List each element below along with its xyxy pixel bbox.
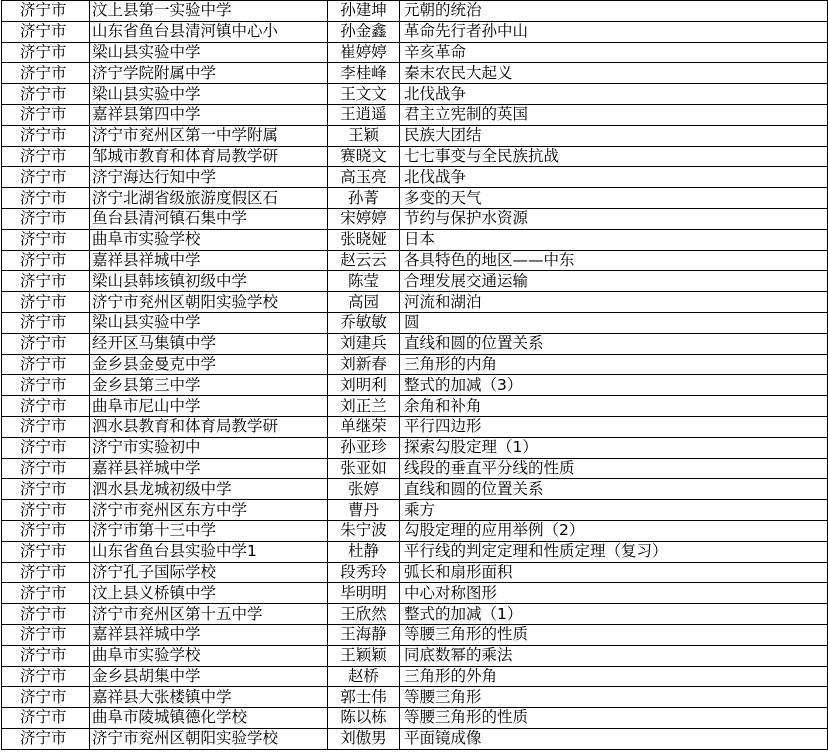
teacher-cell[interactable]: 王欣然 [328, 604, 400, 625]
table-row [2, 208, 828, 229]
school-cell[interactable]: 嘉祥县第四中学 [90, 104, 328, 125]
topic-cell[interactable]: 等腰三角形的性质 [400, 624, 828, 645]
teacher-cell[interactable]: 朱宁波 [328, 520, 400, 541]
table-row [2, 333, 828, 354]
teacher-cell[interactable]: 杜静 [328, 541, 400, 562]
school-cell[interactable]: 汶上县第一实验中学 [90, 1, 328, 22]
topic-cell[interactable]: 平行四边形 [400, 416, 828, 437]
teacher-cell[interactable]: 高玉亮 [328, 167, 400, 188]
city-cell[interactable]: 济宁市 [2, 188, 90, 209]
teacher-cell[interactable]: 赵云云 [328, 250, 400, 271]
table-row [2, 604, 828, 625]
teacher-cell[interactable]: 崔婷婷 [328, 42, 400, 63]
topic-cell[interactable]: 秦末农民大起义 [400, 63, 828, 84]
table-row [2, 21, 828, 42]
topic-cell[interactable]: 直线和圆的位置关系 [400, 333, 828, 354]
teacher-cell[interactable]: 王文文 [328, 84, 400, 105]
school-cell[interactable]: 梁山县韩垓镇初级中学 [90, 271, 328, 292]
table-row [2, 562, 828, 583]
table-row [2, 229, 828, 250]
teacher-cell[interactable]: 王颖颖 [328, 645, 400, 666]
school-cell[interactable]: 曲阜市实验学校 [90, 645, 328, 666]
topic-cell[interactable]: 河流和湖泊 [400, 292, 828, 313]
topic-cell[interactable]: 辛亥革命 [400, 42, 828, 63]
topic-cell[interactable]: 君主立宪制的英国 [400, 104, 828, 125]
city-cell[interactable]: 济宁市 [2, 645, 90, 666]
topic-cell[interactable]: 三角形的内角 [400, 354, 828, 375]
school-cell[interactable]: 梁山县实验中学 [90, 42, 328, 63]
school-cell[interactable]: 邹城市教育和体育局教学研 [90, 146, 328, 167]
school-cell[interactable]: 济宁市兖州区朝阳实验学校 [90, 292, 328, 313]
table-row [2, 188, 828, 209]
teacher-cell[interactable]: 毕明明 [328, 583, 400, 604]
school-cell[interactable]: 曲阜市尼山中学 [90, 396, 328, 417]
school-cell[interactable]: 曲阜市陵城镇德化学校 [90, 708, 328, 729]
table-row [2, 375, 828, 396]
topic-cell[interactable]: 各具特色的地区——中东 [400, 250, 828, 271]
school-cell[interactable]: 济宁市第十三中学 [90, 520, 328, 541]
teacher-cell[interactable]: 张晓娅 [328, 229, 400, 250]
teacher-cell[interactable]: 赛晓文 [328, 146, 400, 167]
city-cell[interactable]: 济宁市 [2, 437, 90, 458]
teacher-cell[interactable]: 孙亚珍 [328, 437, 400, 458]
school-cell[interactable]: 嘉祥县祥城中学 [90, 250, 328, 271]
teacher-cell[interactable]: 高园 [328, 292, 400, 313]
table-row [2, 271, 828, 292]
roster-table [1, 0, 828, 750]
topic-cell[interactable]: 探索勾股定理（1） [400, 437, 828, 458]
city-cell[interactable]: 济宁市 [2, 333, 90, 354]
city-cell[interactable]: 济宁市 [2, 708, 90, 729]
school-cell[interactable]: 金乡县胡集中学 [90, 666, 328, 687]
table-row [2, 1, 828, 22]
topic-cell[interactable]: 同底数幂的乘法 [400, 645, 828, 666]
city-cell[interactable]: 济宁市 [2, 520, 90, 541]
table-row [2, 125, 828, 146]
city-cell[interactable]: 济宁市 [2, 292, 90, 313]
topic-cell[interactable]: 北伐战争 [400, 84, 828, 105]
teacher-cell[interactable]: 乔敏敏 [328, 312, 400, 333]
city-cell[interactable]: 济宁市 [2, 479, 90, 500]
table-row [2, 250, 828, 271]
table-body [2, 1, 828, 750]
table-row [2, 520, 828, 541]
topic-cell[interactable]: 平面镜成像 [400, 728, 828, 749]
topic-cell[interactable]: 七七事变与全民族抗战 [400, 146, 828, 167]
topic-cell[interactable]: 多变的天气 [400, 188, 828, 209]
teacher-cell[interactable]: 王海静 [328, 624, 400, 645]
teacher-cell[interactable]: 单继荣 [328, 416, 400, 437]
teacher-cell[interactable]: 郭士伟 [328, 687, 400, 708]
topic-cell[interactable]: 圆 [400, 312, 828, 333]
city-cell[interactable]: 济宁市 [2, 458, 90, 479]
topic-cell[interactable]: 中心对称图形 [400, 583, 828, 604]
topic-cell[interactable]: 线段的垂直平分线的性质 [400, 458, 828, 479]
teacher-cell[interactable]: 张亚如 [328, 458, 400, 479]
school-cell[interactable]: 汶上县义桥镇中学 [90, 583, 328, 604]
topic-cell[interactable]: 等腰三角形 [400, 687, 828, 708]
topic-cell[interactable]: 直线和圆的位置关系 [400, 479, 828, 500]
table-row [2, 396, 828, 417]
city-cell[interactable]: 济宁市 [2, 312, 90, 333]
school-cell[interactable]: 济宁孔子国际学校 [90, 562, 328, 583]
city-cell[interactable]: 济宁市 [2, 250, 90, 271]
topic-cell[interactable]: 革命先行者孙中山 [400, 21, 828, 42]
city-cell[interactable]: 济宁市 [2, 167, 90, 188]
city-cell[interactable]: 济宁市 [2, 354, 90, 375]
teacher-cell[interactable]: 陈以栋 [328, 708, 400, 729]
table-row [2, 583, 828, 604]
topic-cell[interactable]: 余角和补角 [400, 396, 828, 417]
teacher-cell[interactable]: 李桂峰 [328, 63, 400, 84]
teacher-cell[interactable]: 宋婷婷 [328, 208, 400, 229]
topic-cell[interactable]: 民族大团结 [400, 125, 828, 146]
school-cell[interactable]: 经开区马集镇中学 [90, 333, 328, 354]
city-cell[interactable]: 济宁市 [2, 562, 90, 583]
city-cell[interactable]: 济宁市 [2, 396, 90, 417]
school-cell[interactable]: 梁山县实验中学 [90, 312, 328, 333]
school-cell[interactable]: 山东省鱼台县实验中学1 [90, 541, 328, 562]
table-row [2, 354, 828, 375]
city-cell[interactable]: 济宁市 [2, 583, 90, 604]
city-cell[interactable]: 济宁市 [2, 687, 90, 708]
table-row [2, 500, 828, 521]
table-row [2, 84, 828, 105]
table-row [2, 63, 828, 84]
city-cell[interactable]: 济宁市 [2, 624, 90, 645]
topic-cell[interactable]: 勾股定理的应用举例（2） [400, 520, 828, 541]
city-cell[interactable]: 济宁市 [2, 1, 90, 22]
topic-cell[interactable]: 平行线的判定定理和性质定理（复习） [400, 541, 828, 562]
school-cell[interactable]: 金乡县金曼克中学 [90, 354, 328, 375]
city-cell[interactable]: 济宁市 [2, 541, 90, 562]
teacher-cell[interactable]: 刘傲男 [328, 728, 400, 749]
school-cell[interactable]: 济宁市兖州区第十五中学 [90, 604, 328, 625]
school-cell[interactable]: 济宁市实验初中 [90, 437, 328, 458]
teacher-cell[interactable]: 王逍遥 [328, 104, 400, 125]
table-row [2, 666, 828, 687]
topic-cell[interactable]: 日本 [400, 229, 828, 250]
teacher-cell[interactable]: 段秀玲 [328, 562, 400, 583]
city-cell[interactable]: 济宁市 [2, 42, 90, 63]
table-row [2, 416, 828, 437]
teacher-cell[interactable]: 刘建兵 [328, 333, 400, 354]
city-cell[interactable]: 济宁市 [2, 271, 90, 292]
teacher-cell[interactable]: 孙菁 [328, 188, 400, 209]
table-row [2, 479, 828, 500]
table-row [2, 541, 828, 562]
school-cell[interactable]: 嘉祥县祥城中学 [90, 458, 328, 479]
topic-cell[interactable]: 合理发展交通运输 [400, 271, 828, 292]
school-cell[interactable]: 嘉祥县祥城中学 [90, 624, 328, 645]
teacher-cell[interactable]: 陈莹 [328, 271, 400, 292]
table-row [2, 292, 828, 313]
table-row [2, 437, 828, 458]
city-cell[interactable]: 济宁市 [2, 84, 90, 105]
teacher-cell[interactable]: 刘正兰 [328, 396, 400, 417]
topic-cell[interactable]: 弧长和扇形面积 [400, 562, 828, 583]
table-row [2, 728, 828, 749]
table-row [2, 645, 828, 666]
school-cell[interactable]: 梁山县实验中学 [90, 84, 328, 105]
table-row [2, 687, 828, 708]
table-row [2, 167, 828, 188]
topic-cell[interactable]: 三角形的外角 [400, 666, 828, 687]
topic-cell[interactable]: 节约与保护水资源 [400, 208, 828, 229]
city-cell[interactable]: 济宁市 [2, 208, 90, 229]
teacher-cell[interactable]: 孙建坤 [328, 1, 400, 22]
school-cell[interactable]: 济宁市兖州区第一中学附属 [90, 125, 328, 146]
city-cell[interactable]: 济宁市 [2, 63, 90, 84]
topic-cell[interactable]: 整式的加减（1） [400, 604, 828, 625]
school-cell[interactable]: 嘉祥县大张楼镇中学 [90, 687, 328, 708]
topic-cell[interactable]: 整式的加减（3） [400, 375, 828, 396]
table-row [2, 104, 828, 125]
table-row [2, 312, 828, 333]
school-cell[interactable]: 济宁学院附属中学 [90, 63, 328, 84]
city-cell[interactable]: 济宁市 [2, 125, 90, 146]
teacher-cell[interactable]: 孙金鑫 [328, 21, 400, 42]
topic-cell[interactable]: 元朝的统治 [400, 1, 828, 22]
school-cell[interactable]: 泗水县龙城初级中学 [90, 479, 328, 500]
city-cell[interactable]: 济宁市 [2, 375, 90, 396]
teacher-cell[interactable]: 刘明利 [328, 375, 400, 396]
city-cell[interactable]: 济宁市 [2, 146, 90, 167]
school-cell[interactable]: 曲阜市实验学校 [90, 229, 328, 250]
table-row [2, 624, 828, 645]
teacher-cell[interactable]: 赵桥 [328, 666, 400, 687]
city-cell[interactable]: 济宁市 [2, 416, 90, 437]
topic-cell[interactable]: 乘方 [400, 500, 828, 521]
table-row [2, 146, 828, 167]
city-cell[interactable]: 济宁市 [2, 728, 90, 749]
city-cell[interactable]: 济宁市 [2, 229, 90, 250]
table-row [2, 458, 828, 479]
school-cell[interactable]: 济宁海达行知中学 [90, 167, 328, 188]
school-cell[interactable]: 金乡县第三中学 [90, 375, 328, 396]
school-cell[interactable]: 济宁市兖州区朝阳实验学校 [90, 728, 328, 749]
topic-cell[interactable]: 等腰三角形的性质 [400, 708, 828, 729]
teacher-cell[interactable]: 张婷 [328, 479, 400, 500]
city-cell[interactable]: 济宁市 [2, 21, 90, 42]
teacher-cell[interactable]: 刘新春 [328, 354, 400, 375]
table-row [2, 708, 828, 729]
teacher-cell[interactable]: 曹丹 [328, 500, 400, 521]
school-cell[interactable]: 山东省鱼台县清河镇中心小 [90, 21, 328, 42]
city-cell[interactable]: 济宁市 [2, 104, 90, 125]
school-cell[interactable]: 济宁市兖州区东方中学 [90, 500, 328, 521]
city-cell[interactable]: 济宁市 [2, 666, 90, 687]
teacher-cell[interactable]: 王颖 [328, 125, 400, 146]
table-row [2, 42, 828, 63]
school-cell[interactable]: 济宁北湖省级旅游度假区石 [90, 188, 328, 209]
city-cell[interactable]: 济宁市 [2, 604, 90, 625]
school-cell[interactable]: 鱼台县清河镇石集中学 [90, 208, 328, 229]
city-cell[interactable]: 济宁市 [2, 500, 90, 521]
topic-cell[interactable]: 北伐战争 [400, 167, 828, 188]
school-cell[interactable]: 泗水县教育和体育局教学研 [90, 416, 328, 437]
